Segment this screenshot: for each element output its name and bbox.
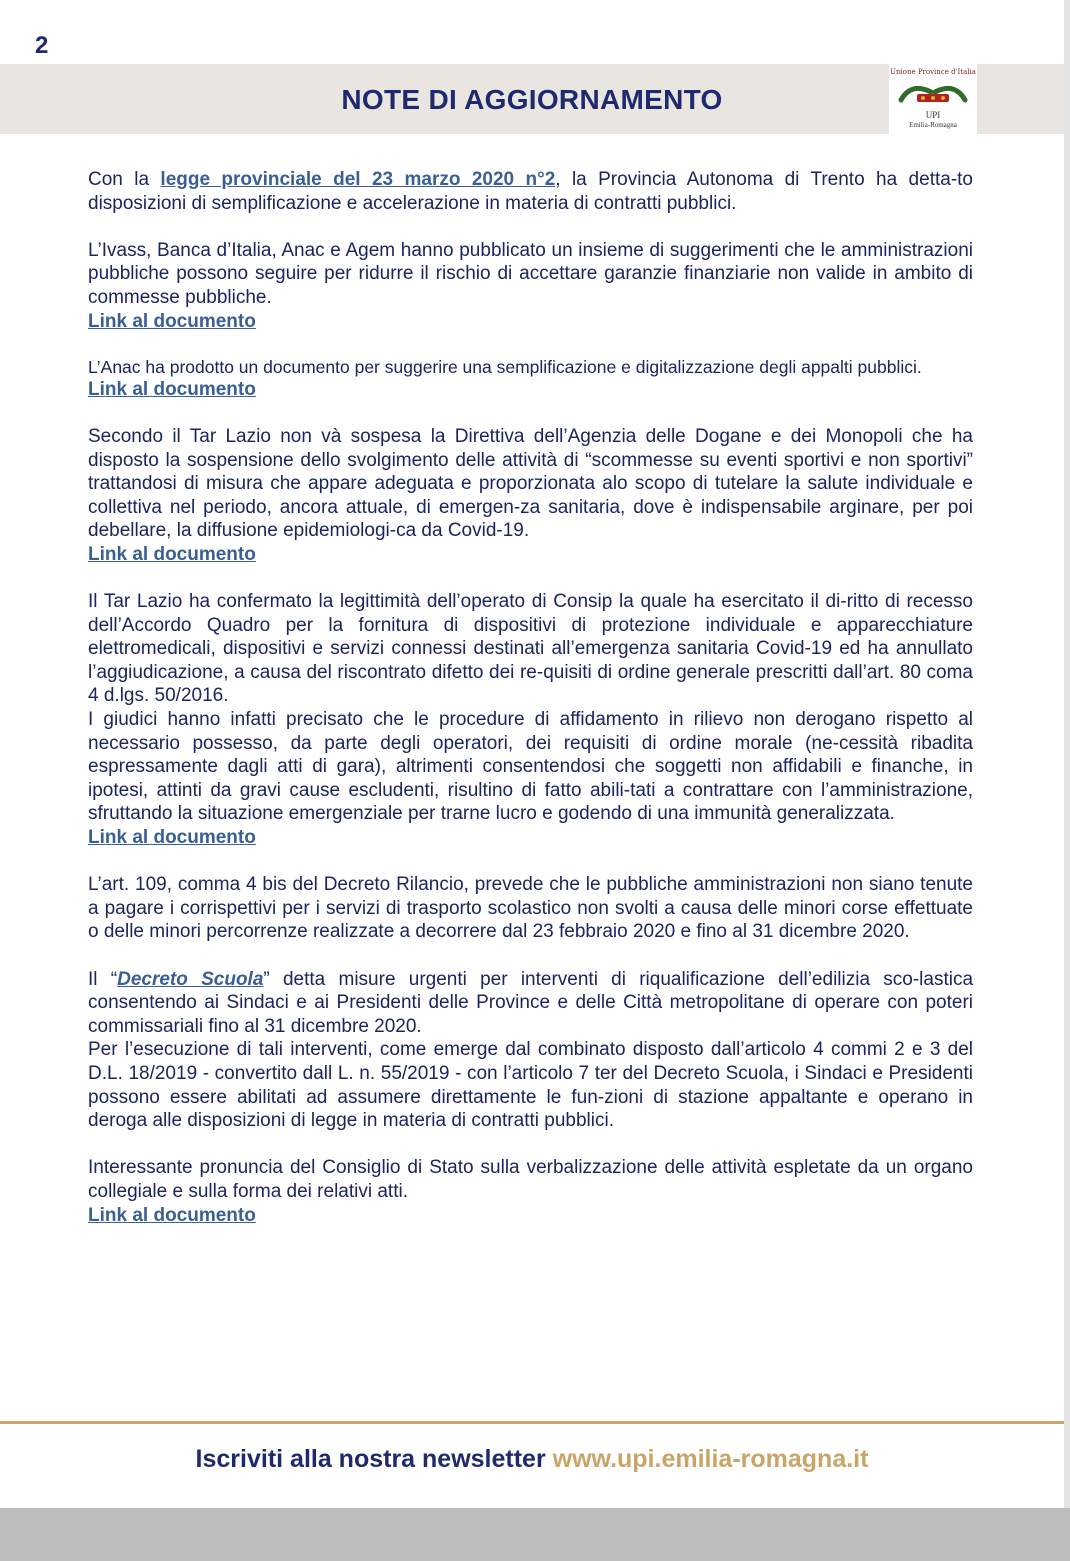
decreto-scuola-link[interactable]: Decreto Scuola — [117, 968, 264, 990]
page-number: 2 — [35, 32, 49, 59]
upi-logo — [889, 64, 977, 134]
footer-newsletter — [0, 1445, 1064, 1474]
logo-region: Emilia-Romagna — [909, 121, 957, 129]
paragraph-1 — [88, 168, 973, 215]
legge-provinciale-link[interactable]: legge provinciale del 23 marzo 2020 n°2 — [160, 169, 556, 190]
paragraph-4: Secondo il Tar Lazio non và sospesa la Direttiva dell’Agenzia delle Dogane e dei Monopoli che ha disposto la sospensione dello svolgimento delle attività di “scommesse su eventi sportivi e non sportivi” trattandosi di misura che appare adeguata e proporzionata alo scopo di tutelare la salute individuale e collettiva nel periodo, ancora attuale, di emergen-za sanitaria, dove è indispensabile arginare, per poi debellare, la diffusione epidemiologi-ca da Covid-19. — [88, 425, 973, 542]
paragraph-7a — [88, 968, 973, 1039]
link-al-documento-ivass[interactable]: Link al documento — [88, 310, 256, 332]
paragraph-8: Interessante pronuncia del Consiglio di Stato sulla verbalizzazione delle attività espletate da un organo collegiale e sulla forma dei relativi atti. — [88, 1157, 973, 1202]
newsletter-label: Iscriviti alla nostra newsletter — [195, 1445, 546, 1473]
paragraph-7b: Per l’esecuzione di tali interventi, come emerge dal combinato disposto dall’articolo 4 commi 2 e 3 del D.L. 18/2019 - convertito dall L. n. 55/2019 - con l’articolo 7 ter del Decreto Scuola, i Sindaci e Presidenti possono essere abilitati ad assumere direttamente le fun-zioni di stazione appaltante e operano in deroga alle disposizioni di legge in materia di contratti pubblici. — [88, 1039, 973, 1132]
page-edge — [1064, 0, 1070, 1508]
logo-name: UPI — [925, 110, 941, 120]
paragraph-7-prefix: Il “ — [88, 968, 118, 990]
paragraph-7-suffix: ” detta misure urgenti per interventi di riqualificazione dell’edilizia sco-lastica consentendo ai Sindaci e ai Presidenti delle Province e delle Città metropolitane di operare con poteri commissariali fino al 31 dicembre 2020. — [88, 968, 974, 1037]
logo-arc-text: Unione Province d'Italia — [890, 68, 976, 76]
footer-divider — [0, 1421, 1064, 1424]
website-link[interactable]: www.upi.emilia-romagna.it — [552, 1445, 869, 1473]
link-al-documento-anac[interactable]: Link al documento — [88, 378, 256, 400]
page-title: NOTE DI AGGIORNAMENTO — [341, 84, 723, 115]
paragraph-5a: Il Tar Lazio ha confermato la legittimità dell’operato di Consip la quale ha esercitato il di-ritto di recesso dell’Accordo Quadro per la fornitura di dispositivi di protezione individuale e apparecchiature elettromedicali, dispositivi e servizi connessi destinati all’emergenza sanitaria Covid-19 ed ha annullato l’aggiudicazione, a causa del riscontrato difetto dei re-quisiti di ordine generale prescritti dall’art. 80 coma 4 d.lgs. 50/2016. — [88, 591, 973, 707]
paragraph-2: L’Ivass, Banca d’Italia, Anac e Agem hanno pubblicato un insieme di suggerimenti che le amministrazioni pubbliche possono seguire per ridurre il rischio di accettare garanzie finanziarie non valide in ambito di commesse pubbliche. — [88, 239, 973, 308]
paragraph-1-suffix: , la Provincia Autonoma di Trento ha detta-to disposizioni di semplificazione e accelerazione in materia di contratti pubblici. — [88, 169, 973, 214]
paragraph-6: L’art. 109, comma 4 bis del Decreto Rilancio, prevede che le pubbliche amministrazioni non siano tenute a pagare i corrispettivi per i servizi di trasporto scolastico non svolti a causa delle minori corse effettuate o delle minori percorrenze realizzate a decorrere dal 23 febbraio 2020 e fino al 31 dicembre 2020. — [88, 874, 973, 943]
paragraph-1-prefix: Con la — [88, 169, 161, 190]
paragraph-3: L’Anac ha prodotto un documento per suggerire una semplificazione e digitalizzazione degli appalti pubblici. — [88, 356, 922, 377]
link-al-documento-consiglio-stato[interactable]: Link al documento — [88, 1204, 256, 1226]
link-al-documento-consip[interactable]: Link al documento — [88, 827, 256, 849]
link-al-documento-tar-dogane[interactable]: Link al documento — [88, 543, 256, 565]
paragraph-5b: I giudici hanno infatti precisato che le procedure di affidamento in rilievo non derogano rispetto al necessario possesso, da parte degli operatori, dei requisiti di ordine morale (ne-cessità ribadita espressamente dagli atti di gara), altrimenti consentendosi che soggetti non affidabili e finanche, in ipotesi, attinti da gravi cause escludenti, risultino di fatto abili-tati a contrattare con l’amministrazione, sfruttando la situazione emergenziale per trarne lucro e godendo di una immunità generalizzata. — [88, 709, 973, 825]
article-body — [88, 168, 973, 1227]
laurel-emblem-icon — [897, 78, 969, 110]
